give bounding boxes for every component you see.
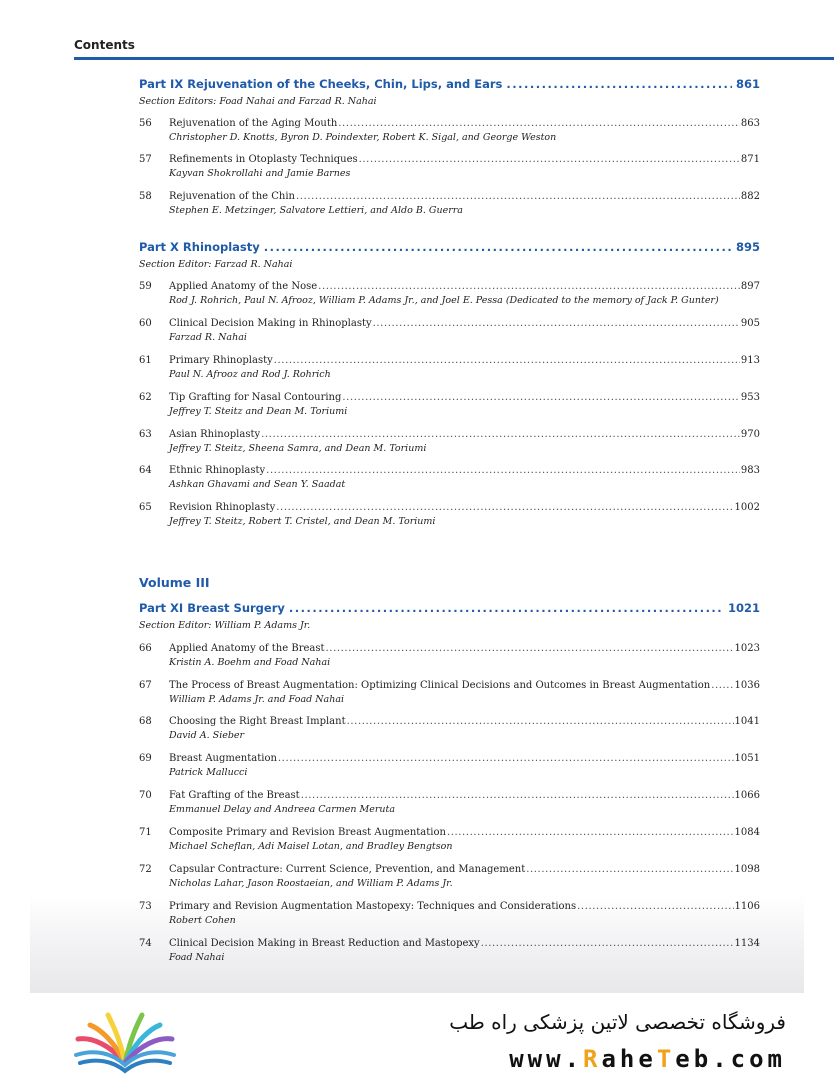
dot-leader (261, 429, 740, 440)
dot-leader (264, 240, 732, 254)
section-editors: Section Editor: Farzad R. Nahai (139, 259, 293, 270)
url-prefix: www. (509, 1045, 584, 1073)
dot-leader (296, 191, 740, 202)
chapter-title: Rejuvenation of the Chin (169, 191, 296, 202)
chapter-authors: Christopher D. Knotts, Byron D. Poindexter, Robert K. Sigal, and George Weston (169, 132, 557, 143)
chapter-entry[interactable] (169, 355, 760, 366)
chapter-entry[interactable] (169, 753, 760, 764)
dot-leader (274, 355, 740, 366)
part-heading[interactable] (139, 240, 760, 254)
chapter-number: 73 (139, 901, 152, 912)
chapter-authors: Foad Nahai (169, 952, 225, 963)
chapter-number: 63 (139, 429, 152, 440)
chapter-title: Choosing the Right Breast Implant (169, 716, 346, 727)
dot-leader (526, 864, 733, 875)
book-logo-icon (70, 1005, 180, 1077)
chapter-title: Rejuvenation of the Aging Mouth (169, 118, 338, 129)
chapter-authors: Stephen E. Metzinger, Salvatore Lettieri, and Aldo B. Guerra (169, 205, 463, 216)
chapter-title: Breast Augmentation (169, 753, 277, 764)
chapter-number: 67 (139, 680, 152, 691)
chapter-title: Composite Primary and Revision Breast Augmentation (169, 827, 446, 838)
chapter-page-number: 897 (740, 281, 760, 292)
chapter-number: 64 (139, 465, 152, 476)
chapter-entry[interactable] (169, 864, 760, 875)
dot-leader (289, 601, 724, 615)
chapter-number: 69 (139, 753, 152, 764)
chapter-entry[interactable] (169, 465, 760, 476)
chapter-page-number: 953 (740, 392, 760, 403)
part-title-text: Part IX Rejuvenation of the Cheeks, Chin, Lips, and Ears (139, 77, 503, 91)
chapter-authors: Kayvan Shokrollahi and Jamie Barnes (169, 168, 351, 179)
chapter-page-number: 1041 (734, 716, 760, 727)
chapter-page-number: 871 (740, 154, 760, 165)
chapter-entry[interactable] (169, 643, 760, 654)
chapter-authors: Nicholas Lahar, Jason Roostaeian, and William P. Adams Jr. (169, 878, 453, 889)
part-title-text: Part XI Breast Surgery (139, 601, 285, 615)
part-page-number: 1021 (727, 601, 760, 615)
chapter-page-number: 983 (740, 465, 760, 476)
chapter-entry[interactable] (169, 318, 760, 329)
dot-leader (301, 790, 734, 801)
chapter-number: 58 (139, 191, 152, 202)
chapter-entry[interactable] (169, 716, 760, 727)
volume-heading: Volume III (139, 575, 210, 590)
chapter-number: 66 (139, 643, 152, 654)
chapter-title: The Process of Breast Augmentation: Optimizing Clinical Decisions and Outcomes in Breast Augmentation (169, 680, 711, 691)
chapter-entry[interactable] (169, 392, 760, 403)
dot-leader (278, 753, 734, 764)
store-name-persian: فروشگاه تخصصی لاتین پزشکی راه طب (449, 1010, 786, 1034)
chapter-page-number: 970 (740, 429, 760, 440)
dot-leader (326, 643, 734, 654)
chapter-number: 57 (139, 154, 152, 165)
chapter-title: Primary Rhinoplasty (169, 355, 273, 366)
chapter-page-number: 1134 (734, 938, 760, 949)
chapter-authors: Ashkan Ghavami and Sean Y. Saadat (169, 479, 346, 490)
chapter-authors: Jeffrey T. Steitz and Dean M. Toriumi (169, 406, 348, 417)
chapter-authors: Michael Scheflan, Adi Maisel Lotan, and Bradley Bengtson (169, 841, 453, 852)
chapter-authors: Jeffrey T. Steitz, Robert T. Cristel, and Dean M. Toriumi (169, 516, 436, 527)
chapter-entry[interactable] (169, 938, 760, 949)
chapter-page-number: 1084 (734, 827, 760, 838)
chapter-authors: David A. Sieber (169, 730, 245, 741)
store-url[interactable] (420, 1045, 786, 1073)
chapter-authors: Farzad R. Nahai (169, 332, 247, 343)
chapter-title: Asian Rhinoplasty (169, 429, 261, 440)
chapter-number: 74 (139, 938, 152, 949)
part-page-number: 861 (735, 77, 760, 91)
chapter-page-number: 1051 (734, 753, 760, 764)
chapter-page-number: 905 (740, 318, 760, 329)
chapter-authors: Jeffrey T. Steitz, Sheena Samra, and Dean M. Toriumi (169, 443, 427, 454)
chapter-authors: Kristin A. Boehm and Foad Nahai (169, 657, 331, 668)
dot-leader (481, 938, 734, 949)
chapter-entry[interactable] (169, 502, 760, 513)
chapter-page-number: 1002 (734, 502, 760, 513)
chapter-authors: William P. Adams Jr. and Foad Nahai (169, 694, 345, 705)
part-page-number: 895 (735, 240, 760, 254)
chapter-page-number: 882 (740, 191, 760, 202)
chapter-page-number: 1098 (734, 864, 760, 875)
url-suffix: .com (712, 1045, 786, 1073)
chapter-page-number: 863 (740, 118, 760, 129)
chapter-number: 59 (139, 281, 152, 292)
dot-leader (266, 465, 740, 476)
chapter-title: Ethnic Rhinoplasty (169, 465, 266, 476)
chapter-authors: Emmanuel Delay and Andreea Carmen Meruta (169, 804, 396, 815)
chapter-title: Primary and Revision Augmentation Mastopexy: Techniques and Considerations (169, 901, 577, 912)
chapter-title: Revision Rhinoplasty (169, 502, 276, 513)
url-t: T (656, 1045, 676, 1073)
chapter-page-number: 1023 (734, 643, 760, 654)
url-mid2: eb (675, 1045, 713, 1073)
chapter-page-number: 1066 (734, 790, 760, 801)
section-editors: Section Editors: Foad Nahai and Farzad R. Nahai (139, 96, 377, 107)
chapter-number: 65 (139, 502, 152, 513)
dot-leader (347, 716, 734, 727)
part-heading[interactable] (139, 601, 760, 615)
chapter-number: 71 (139, 827, 152, 838)
chapter-authors: Paul N. Afrooz and Rod J. Rohrich (169, 369, 331, 380)
chapter-number: 70 (139, 790, 152, 801)
chapter-title: Clinical Decision Making in Breast Reduction and Mastopexy (169, 938, 480, 949)
running-header: Contents (74, 38, 135, 52)
chapter-entry[interactable] (169, 901, 760, 912)
chapter-number: 62 (139, 392, 152, 403)
dot-leader (506, 77, 732, 91)
chapter-entry[interactable] (169, 281, 760, 292)
chapter-entry[interactable] (169, 680, 760, 691)
chapter-authors: Rod J. Rohrich, Paul N. Afrooz, William P. Adams Jr., and Joel E. Pessa (Dedicated to the memory of Jack P. Gunter) (169, 295, 719, 306)
dot-leader (338, 118, 740, 129)
section-editors: Section Editor: William P. Adams Jr. (139, 620, 311, 631)
chapter-page-number: 1106 (734, 901, 760, 912)
chapter-title: Applied Anatomy of the Breast (169, 643, 325, 654)
dot-leader (276, 502, 733, 513)
chapter-number: 68 (139, 716, 152, 727)
chapter-authors: Robert Cohen (169, 915, 236, 926)
url-mid1: ahe (601, 1045, 657, 1073)
chapter-title: Clinical Decision Making in Rhinoplasty (169, 318, 372, 329)
chapter-title: Applied Anatomy of the Nose (169, 281, 318, 292)
dot-leader (342, 392, 740, 403)
chapter-entry[interactable] (169, 118, 760, 129)
chapter-authors: Patrick Mallucci (169, 767, 248, 778)
chapter-number: 72 (139, 864, 152, 875)
chapter-page-number: 1036 (734, 680, 760, 691)
dot-leader (318, 281, 740, 292)
part-heading[interactable] (139, 77, 760, 91)
dot-leader (373, 318, 740, 329)
chapter-entry[interactable] (169, 429, 760, 440)
chapter-title: Fat Grafting of the Breast (169, 790, 300, 801)
dot-leader (577, 901, 733, 912)
chapter-entry[interactable] (169, 154, 760, 165)
chapter-entry[interactable] (169, 790, 760, 801)
chapter-entry[interactable] (169, 191, 760, 202)
chapter-page-number: 913 (740, 355, 760, 366)
chapter-title: Refinements in Otoplasty Techniques (169, 154, 358, 165)
chapter-number: 61 (139, 355, 152, 366)
url-r: R (583, 1045, 602, 1073)
dot-leader (359, 154, 740, 165)
chapter-number: 56 (139, 118, 152, 129)
dot-leader (447, 827, 734, 838)
part-title-text: Part X Rhinoplasty (139, 240, 260, 254)
dot-leader (711, 680, 733, 691)
chapter-number: 60 (139, 318, 152, 329)
chapter-title: Capsular Contracture: Current Science, Prevention, and Management (169, 864, 526, 875)
chapter-entry[interactable] (169, 827, 760, 838)
chapter-title: Tip Grafting for Nasal Contouring (169, 392, 342, 403)
header-rule (74, 57, 834, 60)
